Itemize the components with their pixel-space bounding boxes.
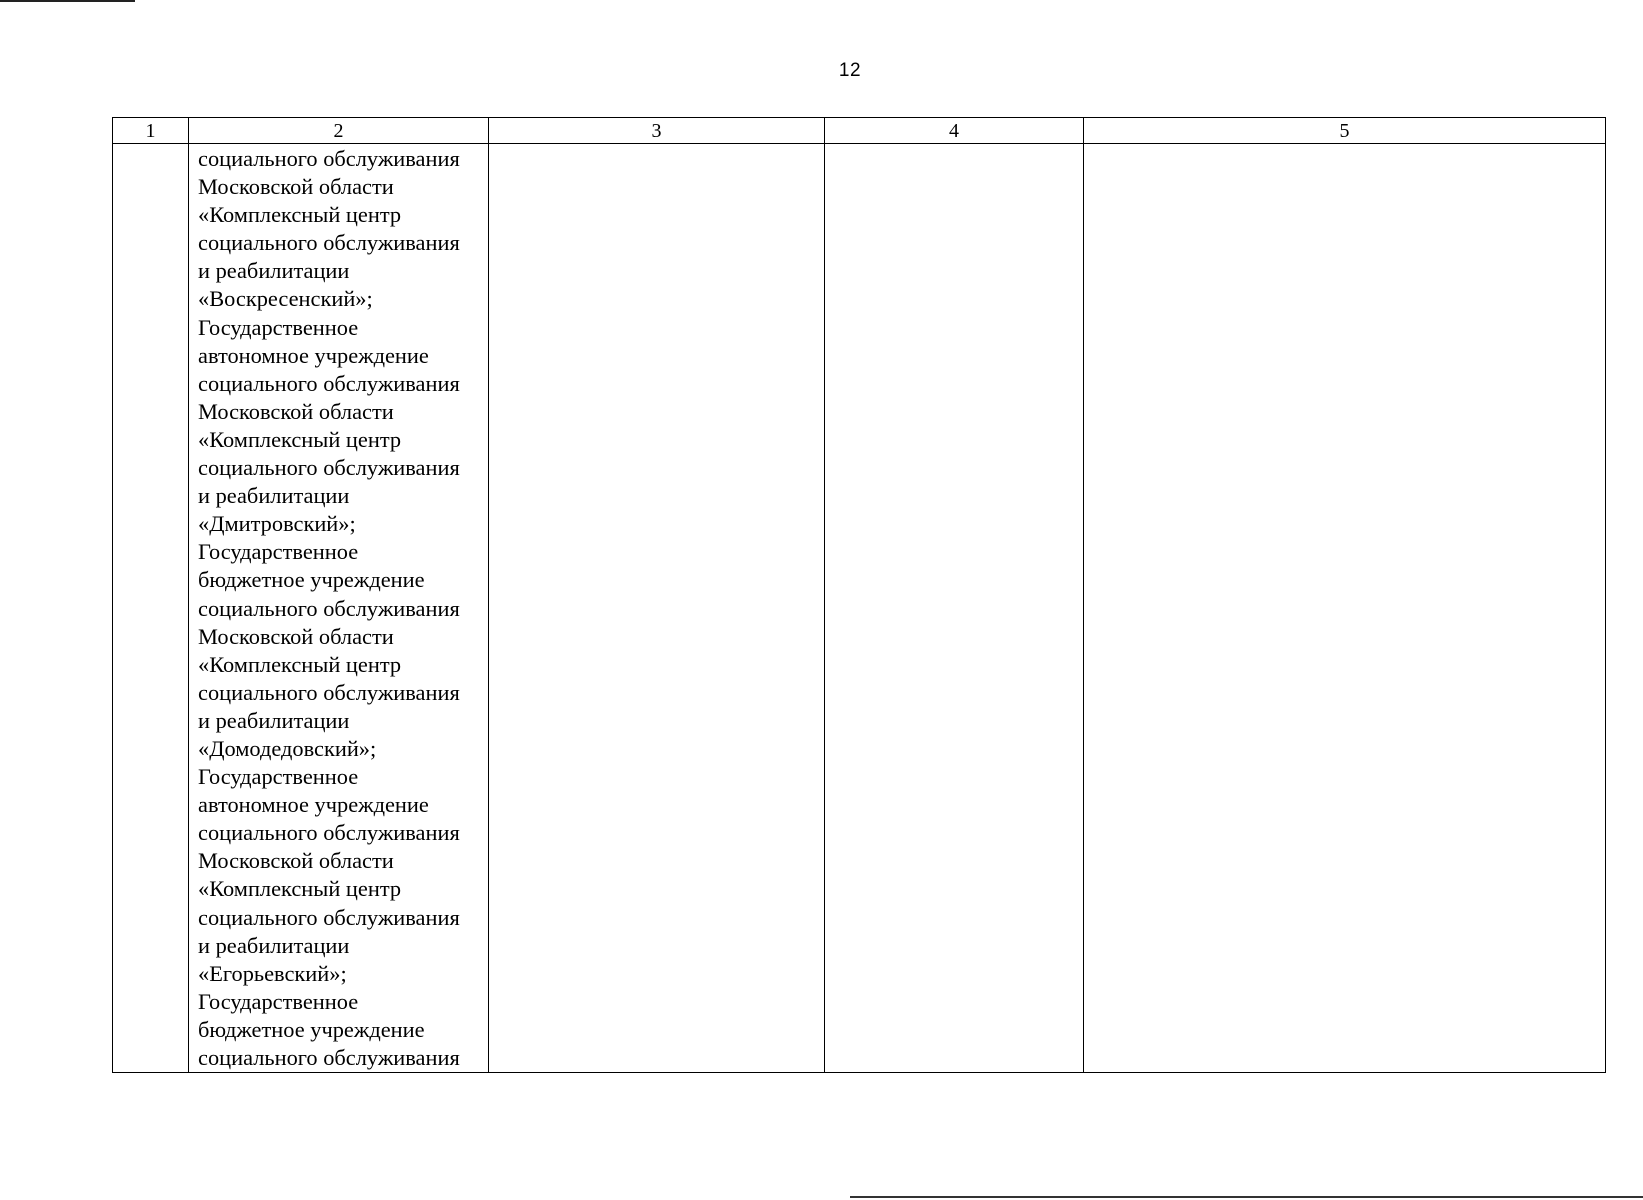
document-table: [112, 117, 1606, 1073]
text-line: «Комплексный центр: [198, 202, 402, 228]
text-line: «Домодедовский»;: [198, 735, 377, 761]
text-line: Московской области: [198, 398, 394, 424]
text-line: социального обслуживания: [198, 820, 460, 846]
table-row: [113, 144, 1606, 1073]
cell-col-1: [113, 144, 189, 1073]
text-line: Государственное: [198, 539, 359, 565]
text-line: автономное учреждение: [198, 792, 429, 818]
text-line: «Дмитровский»;: [198, 511, 356, 537]
text-line: социального обслуживания: [198, 595, 460, 621]
cell-col-3: [489, 144, 825, 1073]
column-header-5: 5: [1084, 118, 1606, 144]
column-header-1: 1: [113, 118, 189, 144]
text-line: Государственное: [198, 314, 359, 340]
table-header-row: [113, 118, 1606, 144]
institution-list-text: [189, 144, 488, 1072]
text-line: социального обслуживания: [198, 1045, 460, 1070]
text-line: социального обслуживания: [198, 904, 460, 930]
text-line: Московской области: [198, 848, 394, 874]
cell-col-5: [1084, 144, 1606, 1073]
text-line: Государственное: [198, 764, 359, 790]
text-line: «Комплексный центр: [198, 651, 402, 677]
text-line: Государственное: [198, 988, 359, 1014]
text-line: «Комплексный центр: [198, 426, 402, 452]
text-line: социального обслуживания: [198, 679, 460, 705]
text-line: бюджетное учреждение: [198, 567, 425, 593]
text-line: социального обслуживания: [198, 230, 460, 256]
text-line: и реабилитации: [198, 932, 350, 958]
text-line: социального обслуживания: [198, 146, 460, 171]
column-header-2: 2: [189, 118, 489, 144]
text-line: и реабилитации: [198, 483, 350, 509]
text-line: и реабилитации: [198, 258, 350, 284]
text-line: «Воскресенский»;: [198, 286, 373, 312]
cell-col-2: [189, 144, 489, 1073]
column-header-3: 3: [489, 118, 825, 144]
scan-edge-mark-top: [0, 0, 135, 2]
text-line: социального обслуживания: [198, 370, 460, 396]
scan-edge-mark-bottom: [850, 1196, 1643, 1198]
text-line: бюджетное учреждение: [198, 1016, 425, 1042]
text-line: Московской области: [198, 174, 394, 200]
text-line: «Комплексный центр: [198, 876, 402, 902]
text-line: «Егорьевский»;: [198, 960, 347, 986]
cell-col-4: [825, 144, 1084, 1073]
text-line: автономное учреждение: [198, 342, 429, 368]
text-line: социального обслуживания: [198, 455, 460, 481]
text-line: Московской области: [198, 623, 394, 649]
page-number: 12: [838, 60, 862, 81]
text-line: и реабилитации: [198, 707, 350, 733]
column-header-4: 4: [825, 118, 1084, 144]
